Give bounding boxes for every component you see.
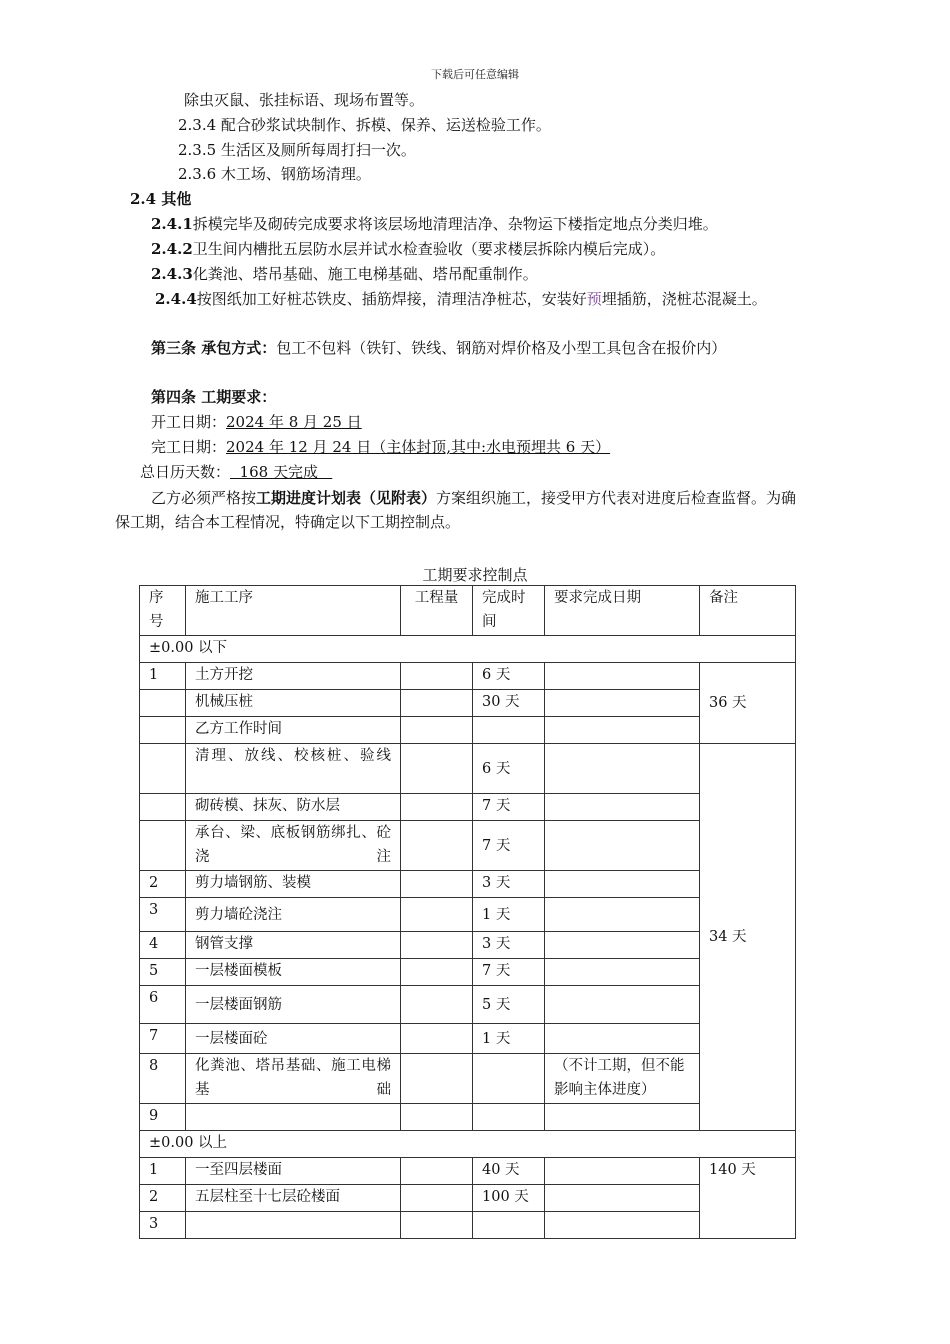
cell-note: 34 天 (700, 744, 796, 1131)
cell-proc: 一层楼面钢筋 (186, 986, 401, 1024)
table-row (140, 663, 796, 690)
schedule-table (139, 585, 796, 1239)
start-date-line (151, 412, 362, 432)
article-3 (151, 338, 726, 358)
cell-qty (401, 986, 473, 1024)
cell-note: 140 天 (700, 1158, 796, 1239)
cell-seq: 3 (140, 1212, 186, 1239)
cell-qty (401, 663, 473, 690)
cell-proc (186, 1212, 401, 1239)
article-4-label: 第四条 工期要求： (151, 388, 277, 406)
item-number: 2.4.1 (151, 215, 193, 233)
cell-seq: 8 (140, 1054, 186, 1104)
paragraph-line: 保工期，结合本工程情况，特确定以下工期控制点。 (115, 513, 461, 531)
table-row (140, 1158, 796, 1185)
table-row (140, 932, 796, 959)
cell-qty (401, 794, 473, 821)
cell-seq: 6 (140, 986, 186, 1024)
cell-seq: 7 (140, 1024, 186, 1054)
cell-qty (401, 717, 473, 744)
end-date-label: 完工日期： (151, 438, 227, 456)
cell-time: 5 天 (473, 986, 545, 1024)
item-text: 按图纸加工好桩芯铁皮、插筋焊接，清理洁净桩芯，安装好 (196, 290, 587, 308)
end-date-line (151, 437, 610, 457)
cell-seq: 2 (140, 871, 186, 898)
cell-qty (401, 1054, 473, 1104)
table-row (140, 1104, 796, 1131)
cell-seq: 4 (140, 932, 186, 959)
header-note: 备注 (700, 586, 796, 636)
cell-proc: 剪力墙砼浇注 (186, 898, 401, 932)
cell-date (545, 717, 700, 744)
text-line: 2.3.6 木工场、钢筋场清理。 (178, 165, 371, 183)
text-line: 2.3.4 配合砂浆试块制作、拆模、保养、运送检验工作。 (178, 116, 551, 134)
item-text: 卫生间内槽批五层防水层并试水检查验收（要求楼层拆除内模后完成）。 (192, 240, 666, 258)
text-line (151, 214, 718, 234)
item-number: 2.4.2 (151, 240, 193, 258)
text-line (155, 289, 767, 309)
item-text-highlight: 预 (586, 290, 602, 308)
cell-proc: 钢管支撑 (186, 932, 401, 959)
cell-date (545, 1185, 700, 1212)
cell-time (473, 1104, 545, 1131)
section-row: ±0.00 以上 (140, 1131, 796, 1158)
item-text: 拆模完毕及砌砖完成要求将该层场地清理洁净、杂物运下楼指定地点分类归堆。 (192, 215, 718, 233)
item-text: 埋插筋，浇桩芯混凝土。 (601, 290, 767, 308)
cell-proc: 一层楼面模板 (186, 959, 401, 986)
cell-time: 1 天 (473, 1024, 545, 1054)
table-row (140, 898, 796, 932)
cell-proc: 一至四层楼面 (186, 1158, 401, 1185)
cell-seq (140, 794, 186, 821)
table-row (140, 1185, 796, 1212)
cell-seq: 2 (140, 1185, 186, 1212)
table-row (140, 794, 796, 821)
text-line (151, 239, 665, 259)
cell-qty (401, 1212, 473, 1239)
cell-date (545, 871, 700, 898)
cell-proc: 五层柱至十七层砼楼面 (186, 1185, 401, 1212)
cell-seq: 9 (140, 1104, 186, 1131)
cell-date (545, 959, 700, 986)
cell-time: 40 天 (473, 1158, 545, 1185)
table-row (140, 959, 796, 986)
cell-qty (401, 959, 473, 986)
cell-date (545, 821, 700, 871)
cell-qty (401, 932, 473, 959)
cell-seq: 1 (140, 1158, 186, 1185)
cell-qty (401, 898, 473, 932)
para-text: 乙方必须严格按 (151, 489, 257, 507)
section-heading: 2.4 其他 (130, 190, 192, 208)
cell-qty (401, 1185, 473, 1212)
cell-date (545, 1024, 700, 1054)
item-number: 2.4.4 (155, 290, 197, 308)
cell-seq (140, 821, 186, 871)
cell-qty (401, 690, 473, 717)
cell-proc: 一层楼面砼 (186, 1024, 401, 1054)
header-qty: 工程量 (401, 586, 473, 636)
cell-seq (140, 717, 186, 744)
cell-proc: 剪力墙钢筋、装模 (186, 871, 401, 898)
cell-seq (140, 744, 186, 794)
cell-proc: 乙方工作时间 (186, 717, 401, 744)
cell-date (545, 794, 700, 821)
header-row (140, 586, 796, 636)
cell-time: 6 天 (473, 744, 545, 794)
article-text: 包工不包料（铁钉、铁线、钢筋对焊价格及小型工具包含在报价内） (276, 339, 727, 357)
header-seq: 序号 (140, 586, 186, 636)
total-days-value: 168 天完成 (230, 463, 333, 481)
cell-seq (140, 690, 186, 717)
table-row (140, 1054, 796, 1104)
cell-proc: 砌砖模、抹灰、防水层 (186, 794, 401, 821)
cell-date (545, 1158, 700, 1185)
start-date-label: 开工日期： (151, 413, 227, 431)
cell-proc: 承台、梁、底板钢筋绑扎、砼浇注 (186, 821, 401, 871)
table-row (140, 690, 796, 717)
header-proc: 施工工序 (186, 586, 401, 636)
page-header: 下载后可任意编辑 (431, 68, 519, 81)
table-row (140, 986, 796, 1024)
end-date-value: 2024 年 12 月 24 日（主体封顶,其中:水电预埋共 6 天） (226, 438, 611, 456)
cell-seq: 3 (140, 898, 186, 932)
cell-date (545, 932, 700, 959)
cell-time: 6 天 (473, 663, 545, 690)
cell-time (473, 1212, 545, 1239)
cell-note: 36 天 (700, 663, 796, 744)
cell-time: 7 天 (473, 959, 545, 986)
cell-date (545, 663, 700, 690)
cell-date (545, 690, 700, 717)
cell-proc: 清理、放线、校核桩、验线 (186, 744, 401, 794)
cell-qty (401, 871, 473, 898)
cell-date (545, 744, 700, 794)
item-text: 化粪池、塔吊基础、施工电梯基础、塔吊配重制作。 (192, 265, 538, 283)
cell-seq: 1 (140, 663, 186, 690)
table-title: 工期要求控制点 (422, 566, 528, 584)
cell-date (545, 898, 700, 932)
cell-qty (401, 1024, 473, 1054)
header-time: 完成时间 (473, 586, 545, 636)
start-date-value: 2024 年 8 月 25 日 (226, 413, 362, 431)
cell-time: 7 天 (473, 794, 545, 821)
cell-time: 3 天 (473, 871, 545, 898)
table-row (140, 871, 796, 898)
cell-qty (401, 744, 473, 794)
cell-proc: 机械压桩 (186, 690, 401, 717)
table-row (140, 1024, 796, 1054)
item-number: 2.4.3 (151, 265, 193, 283)
cell-proc (186, 1104, 401, 1131)
total-days-label: 总日历天数： (140, 463, 231, 481)
text-line: 除虫灭鼠、张挂标语、现场布置等。 (184, 91, 425, 109)
text-line: 2.3.5 生活区及厕所每周打扫一次。 (178, 141, 416, 159)
cell-time (473, 717, 545, 744)
table-row (140, 821, 796, 871)
cell-time: 1 天 (473, 898, 545, 932)
cell-qty (401, 1104, 473, 1131)
cell-time: 30 天 (473, 690, 545, 717)
header-date: 要求完成日期 (545, 586, 700, 636)
cell-date (545, 1104, 700, 1131)
table-row (140, 717, 796, 744)
cell-date: （不计工期，但不能影响主体进度） (545, 1054, 700, 1104)
para-text: 方案组织施工，接受甲方代表对进度后检查监督。为确 (436, 489, 797, 507)
cell-time: 7 天 (473, 821, 545, 871)
cell-time (473, 1054, 545, 1104)
para-bold: 工期进度计划表（见附表） (256, 489, 437, 507)
cell-proc: 土方开挖 (186, 663, 401, 690)
table-row (140, 744, 796, 794)
cell-seq: 5 (140, 959, 186, 986)
table-row (140, 1212, 796, 1239)
article-label: 第三条 承包方式： (151, 339, 277, 357)
cell-time: 100 天 (473, 1185, 545, 1212)
cell-date (545, 1212, 700, 1239)
cell-qty (401, 821, 473, 871)
paragraph-line (151, 488, 796, 508)
text-line (151, 264, 538, 284)
section-row: ±0.00 以下 (140, 636, 796, 663)
cell-time: 3 天 (473, 932, 545, 959)
cell-date (545, 986, 700, 1024)
cell-qty (401, 1158, 473, 1185)
cell-proc: 化粪池、塔吊基础、施工电梯基础 (186, 1054, 401, 1104)
total-days-line (140, 462, 332, 482)
